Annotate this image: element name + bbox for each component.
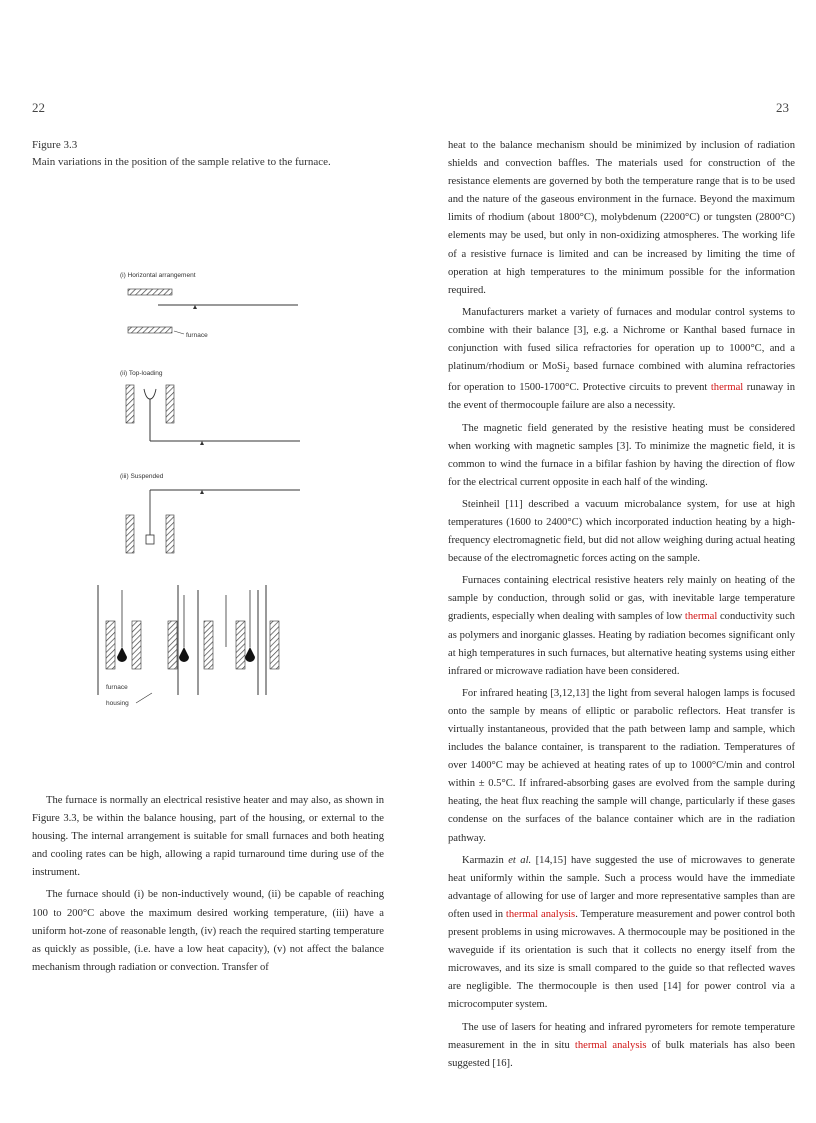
furnace-left-wall-3 (126, 515, 134, 553)
label-horizontal: (i) Horizontal arrangement (120, 272, 196, 279)
furnace-right-wall-3 (166, 515, 174, 553)
paragraph: For infrared heating [3,12,13] the light from several halogen lamps is focused onto the sample by means of elliptic or parabolic reflectors. Heat transfer is virtually instantaneous, provided that the path between lamp and sample, which includes the balance container, is transparent to the radiation. Temperatures of over 1400°C may be achieved at heating rates of up to 1000°C/min and control within ± 0.5°C. If infrared-absorbing gases are evolved from the sample during heating, the heat flux reaching the sample will change, particularly if these gases condense on the surfaces of the balance container which are in the radiation pathway. (448, 687, 795, 844)
right-body-text (448, 137, 795, 1077)
pivot-horizontal (193, 305, 197, 309)
figure-heading (32, 137, 412, 171)
figure-3-3-diagram (80, 265, 400, 715)
page-number-right: 23 (776, 100, 789, 115)
furnace-right-wall-2 (166, 385, 174, 423)
pivot-2 (200, 441, 204, 445)
left-body-text (32, 792, 384, 981)
furnace-left-wall-2 (126, 385, 134, 423)
page-number-left: 22 (32, 100, 45, 115)
paragraph: The magnetic field generated by the resistive heating must be considered when working with magnetic samples [3]. To minimize the magnetic field, it is common to wind the furnace in a bifilar fashion by having the direction of flow for the electrical current opposite in each half of the winding. (448, 422, 795, 488)
label-top-loading: (ii) Top-loading (120, 370, 163, 377)
label-furnace: furnace (186, 332, 208, 339)
label-suspended: (iii) Suspended (120, 473, 164, 480)
paragraph: Manufacturers market a variety of furnaces and modular control systems to combine with their balance [3], e.g. a Nichrome or Kanthal based furnace in conjunction with fused silica refractories for operation up to 1000°C, and a platinum/rhodium or MoSi$_2$ based furnace combined with alumina refractories for operation to 1500-1700°C. Protective circuits to prevent thermal runaway in the event of thermocouple failure are also a necessity. (448, 306, 795, 412)
furnace-pointer-1 (174, 331, 184, 334)
paragraph: The furnace is normally an electrical resistive heater and may also, as shown in Figure 3.3, be within the balance housing, part of the housing, or external to the housing. The internal arrangement is suitable for small furnaces and both heating and cooling rates can be high, allowing a rapid turnaround time during use of the instrument. (32, 795, 384, 879)
paragraph: Furnaces containing electrical resistive heaters rely mainly on heating of the sample by conduction, through solid or gas, with inevitable large temperature gradients, especially when dealing with samples of low thermal conductivity such as polymers and inorganic glasses. Heating by radiation becomes significant only at high temperatures in such furnaces, but alternative heating systems using either infrared or microwave radiation have been considered. (448, 575, 795, 677)
paragraph: The use of lasers for heating and infrared pyrometers for remote temperature measurement in the in situ thermal analysis of bulk materials has also been suggested [16]. (448, 1021, 795, 1069)
highlight-term[interactable]: thermal (684, 611, 718, 623)
sample-cup-3 (146, 535, 154, 544)
paragraph: The furnace should (i) be non-inductively wound, (ii) be capable of reaching 100 to 200°C above the maximum desired working temperature, (iii) have a uniform hot-zone of reasonable length, (iv) reach the required starting temperature as quickly as possible, (i.e. have a low heat capacity), (v) not affect the balance mechanism through radiation or convection. Transfer of (32, 889, 384, 973)
paragraph: heat to the balance mechanism should be minimized by inclusion of radiation shields and convection baffles. The materials used for construction of the resistance elements are governed by both the temperature range that is to be used and the nature of the gaseous environment in the furnace. Beyond the maximum limits of rhodium (about 1800°C), molybdenum (2200°C) or tungsten (2800°C) elements may be used, but only in non-oxidizing atmospheres. The working life of a resistive furnace is limited and can be increased by limiting the time of operation at high temperatures to the minimum possible for the information required. (448, 140, 795, 296)
furnace-bottom-bar (128, 327, 172, 333)
paragraph: Karmazin et al. [14,15] have suggested the use of microwaves to generate heat uniformly within the sample. Such a process would have the immediate advantage of allowing for use of larger and more representative samples than are often used in thermal analysis. Temperature measurement and power control both present problems in using microwaves. A thermocouple may be positioned in the waveguide if its orientation is such that it collects no energy itself from the microwaves, and its size is small compared to the guide so that reflected waves are negligible. The thermocouple is then used [14] for power control via a microcomputer system. (448, 854, 795, 1011)
highlight-term[interactable]: thermal analysis (574, 1039, 647, 1051)
sample-holder-2 (144, 389, 156, 399)
highlight-term[interactable]: thermal analysis (505, 908, 576, 920)
label-furnace-bottom: furnace (106, 684, 128, 691)
figure-label: Figure 3.3 (32, 139, 78, 151)
figure-caption: Main variations in the position of the sample relative to the furnace. (32, 156, 331, 168)
highlight-term[interactable]: thermal (710, 382, 744, 394)
paragraph: Steinheil [11] described a vacuum microbalance system, for use at high temperatures (1600 to 2400°C) which incorporated induction heating by a high-frequency electromagnetic field, but did not allow weighing during actual heating because of the electromagnetic forces acting on the sample. (448, 498, 795, 565)
pivot-3 (200, 490, 204, 494)
furnace-top-bar (128, 289, 172, 295)
label-housing: housing (106, 700, 129, 707)
